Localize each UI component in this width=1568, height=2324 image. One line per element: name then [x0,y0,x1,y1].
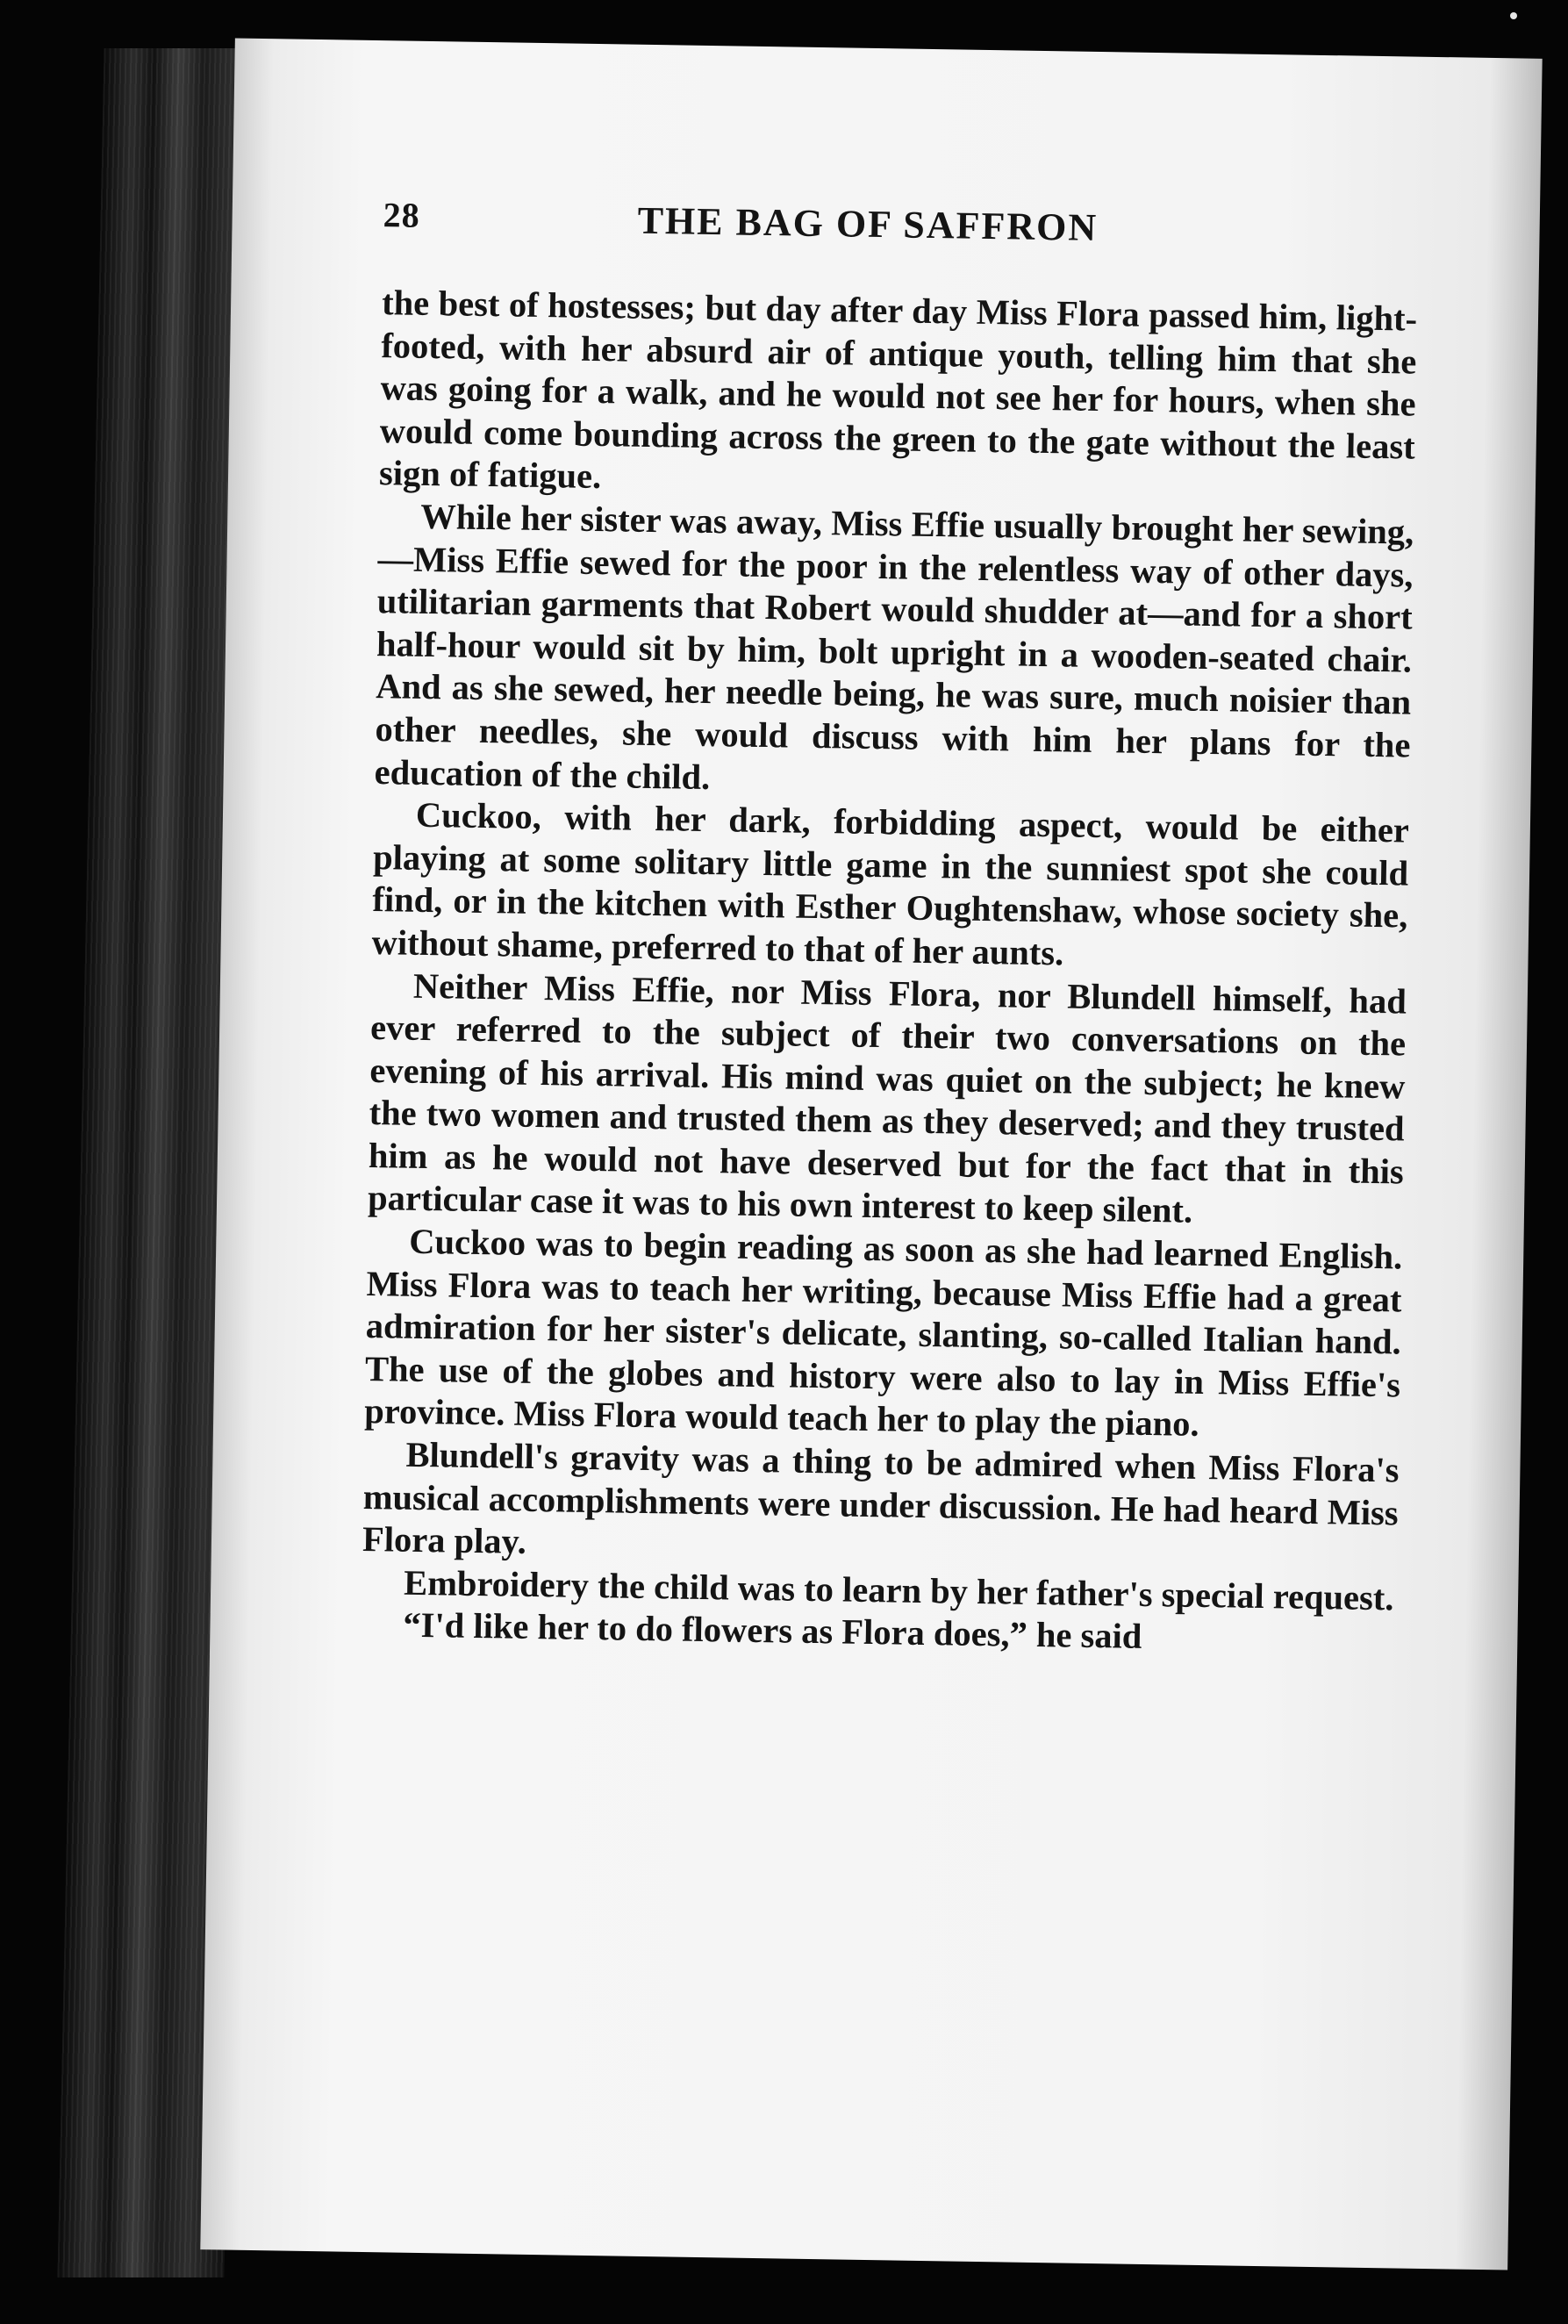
paragraph: Blundell's gravity was a thing to be admired when Miss Flora's musical accomplishments were under discussion. He had heard Miss Flora play. [362,1434,1400,1562]
body-text [361,282,1417,1662]
page-number: 28 [383,195,421,235]
paragraph: Embroidery the child was to learn by her father's special request. [403,1562,1394,1618]
paragraph: “I'd like her to do flowers as Flora does,” he said [403,1605,1142,1657]
paragraph: Cuckoo, with her dark, forbidding aspect, would be either playing at some solitary little game in the sunniest spot she could find, or in the kitchen with Esther Oughtenshaw, whose society she, without shame, preferred to that of her aunts. [371,794,1410,973]
paragraph: While her sister was away, Miss Effie usually brought her sewing,—Miss Effie sewed for the poor in the relentless way of other days, utilitarian garments that Robert would shudder at—and for a short half-hour would sit by him, bolt upright in a wooden-seated chair. And as she sewed, her needle being, he was sure, much noisier than other needles, she would discuss with him her plans for the education of the child. [374,496,1414,797]
running-title: THE BAG OF SAFFRON [637,198,1099,249]
paragraph: Neither Miss Effie, nor Miss Flora, nor Blundell himself, had ever referred to the subject of their two conversations on the evening of his arrival. His mind was quiet on the subject; he knew the two women and trusted them as they deserved; and they trusted him as he would not have deserved but for the fact that in this particular case it was to his own interest to keep silent. [367,965,1407,1231]
paragraph: the best of hostesses; but day after day Miss Flora passed him, light-footed, with her absurd air of antique youth, telling him that she was going for a walk, and he would not see her for hours, when she would come bounding across the green to the gate without the least sign of fatigue. [378,283,1418,497]
paragraph: Cuckoo was to begin reading as soon as she had learned English. Miss Flora was to teach her writing, because Miss Effie had a great admiration for her sister's delicate, slanting, so-called Italian hand. The use of the globes and history were also to lay in Miss Effie's province. Miss Flora would teach her to play the piano. [363,1221,1403,1445]
film-dust-mark [1510,12,1517,19]
book-page [200,38,1542,2270]
running-head [383,194,1419,272]
page-content [361,194,1419,1662]
